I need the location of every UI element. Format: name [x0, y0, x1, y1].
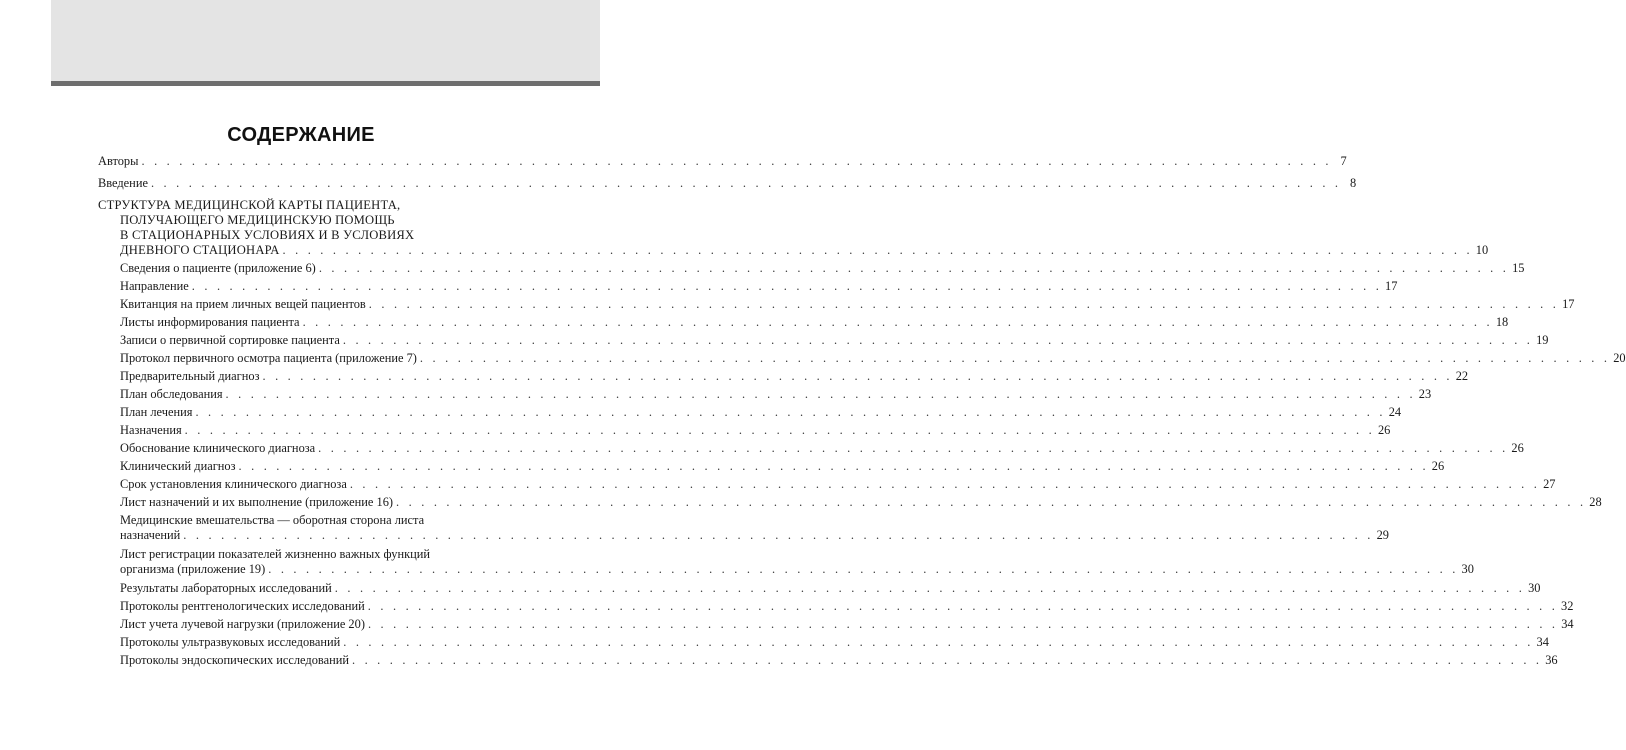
toc-entry-introduction[interactable]	[98, 176, 1357, 191]
toc-entry-text: Клинический диагноз	[120, 459, 236, 473]
section-line: ПОЛУЧАЮЩЕГО МЕДИЦИНСКУЮ ПОМОЩЬ	[120, 213, 395, 227]
header-rule	[51, 81, 600, 86]
toc-entry-text: Лист регистрации показателей жизненно важных функций	[120, 547, 430, 561]
toc-page-number: 15	[1512, 261, 1525, 275]
toc-subentry[interactable]	[98, 333, 1549, 348]
toc-page-number: 34	[1536, 635, 1549, 649]
header-band	[51, 0, 600, 86]
toc-entry-text: Сведения о пациенте (приложение 6)	[120, 261, 316, 275]
dot-leader	[318, 441, 1508, 456]
toc-entry-text: Лист назначений и их выполнение (приложение 16)	[120, 495, 394, 509]
dot-leader	[195, 405, 1385, 420]
dot-leader	[183, 528, 1373, 543]
toc-entry-text: Протокол первичного осмотра пациента (приложение 7)	[120, 351, 417, 365]
toc-entry-text: План лечения	[120, 405, 193, 419]
dot-leader	[343, 635, 1533, 650]
dot-leader	[239, 459, 1429, 474]
dot-leader	[262, 369, 1452, 384]
toc-entry-multiline-b[interactable]	[98, 547, 1474, 577]
dot-leader	[226, 387, 1416, 402]
toc-page-number: 26	[1511, 441, 1524, 455]
toc-subentry[interactable]	[98, 617, 1574, 632]
toc-entry-text: Листы информирования пациента	[120, 315, 300, 329]
toc-page-number: 20	[1613, 351, 1626, 365]
toc-subentry[interactable]	[98, 653, 1558, 668]
toc-entry-text: Назначения	[120, 423, 182, 437]
toc-page-number: 10	[1475, 243, 1489, 257]
toc-page-number: 28	[1589, 495, 1602, 509]
dot-leader	[369, 297, 1559, 312]
section-line: СТРУКТУРА МЕДИЦИНСКОЙ КАРТЫ ПАЦИЕНТА,	[98, 198, 401, 212]
toc-entry-text: Срок установления клинического диагноза	[120, 477, 347, 491]
toc-subentry[interactable]	[98, 459, 1445, 474]
toc-page-number: 7	[1340, 154, 1347, 168]
dot-leader	[192, 279, 1382, 294]
dot-leader	[185, 423, 1375, 438]
toc-page-number: 30	[1528, 581, 1541, 595]
toc-page-number: 27	[1543, 477, 1556, 491]
toc-page-number: 34	[1561, 617, 1574, 631]
dot-leader	[141, 154, 1331, 169]
toc-page-number: 23	[1418, 387, 1432, 401]
toc-entry-text: Обоснование клинического диагноза	[120, 441, 316, 455]
toc-entry-text: Протоколы ультразвуковых исследований	[120, 635, 341, 649]
toc-entry-text: Введение	[98, 176, 148, 190]
toc-page-number: 32	[1561, 599, 1574, 613]
toc-entry-text: Записи о первичной сортировке пациента	[120, 333, 340, 347]
toc-entry-text: Результаты лабораторных исследований	[120, 581, 332, 595]
table-of-contents	[98, 154, 1626, 668]
dot-leader	[303, 315, 1493, 330]
toc-entry-text: Квитанция на прием личных вещей пациентов	[120, 297, 366, 311]
toc-subentry[interactable]	[98, 581, 1541, 596]
toc-entry-text: План обследования	[120, 387, 223, 401]
toc-page-number: 26	[1431, 459, 1445, 473]
dot-leader	[319, 261, 1509, 276]
toc-entry-text: Направление	[120, 279, 189, 293]
toc-subentry[interactable]	[98, 351, 1626, 366]
toc-subentry[interactable]	[98, 369, 1469, 384]
toc-entry-text: Медицинские вмешательства — оборотная сторона листа	[120, 513, 425, 527]
toc-subentry[interactable]	[98, 495, 1602, 510]
toc-page-number: 22	[1455, 369, 1469, 383]
section-last-line	[98, 243, 1489, 258]
dot-leader	[335, 581, 1525, 596]
toc-entry-text: организма (приложение 19)	[120, 562, 266, 576]
toc-page-number: 17	[1562, 297, 1575, 311]
toc-entry-text: Предварительный диагноз	[120, 369, 260, 383]
toc-page-number: 18	[1495, 315, 1509, 329]
toc-subentry[interactable]	[98, 405, 1402, 420]
section-line: ДНЕВНОГО СТАЦИОНАРА	[120, 243, 280, 257]
toc-entry-text: Лист учета лучевой нагрузки (приложение 20)	[120, 617, 365, 631]
dot-leader	[396, 495, 1586, 510]
toc-subentry[interactable]	[98, 635, 1549, 650]
toc-subentry[interactable]	[98, 477, 1556, 492]
toc-subentry[interactable]	[98, 423, 1391, 438]
dot-leader	[350, 477, 1540, 492]
toc-subentry[interactable]	[98, 599, 1574, 614]
dot-leader	[283, 243, 1473, 258]
toc-section-heading[interactable]	[98, 198, 1489, 258]
dot-leader	[151, 176, 1341, 191]
toc-page-number: 24	[1388, 405, 1402, 419]
toc-page-number: 8	[1350, 176, 1357, 190]
toc-subentry[interactable]	[98, 297, 1575, 312]
toc-page-number: 29	[1376, 528, 1389, 542]
toc-subentry[interactable]	[98, 315, 1509, 330]
dot-leader	[352, 653, 1542, 668]
toc-page-number: 19	[1536, 333, 1549, 347]
toc-entry-text: Протоколы эндоскопических исследований	[120, 653, 349, 667]
dot-leader	[268, 562, 1458, 577]
toc-entry-text: назначений	[120, 528, 181, 542]
toc-subentry[interactable]	[98, 387, 1432, 402]
toc-entry-authors[interactable]	[98, 154, 1347, 169]
page-title: СОДЕРЖАНИЕ	[227, 124, 375, 146]
toc-subentry[interactable]	[98, 261, 1525, 276]
toc-entry-multiline-a[interactable]	[98, 513, 1389, 543]
dot-leader	[343, 333, 1533, 348]
toc-page-number: 30	[1461, 562, 1474, 576]
toc-page-number: 36	[1545, 653, 1558, 667]
toc-subentry[interactable]	[98, 279, 1398, 294]
toc-entry-text: Авторы	[98, 154, 139, 168]
dot-leader	[420, 351, 1610, 366]
dot-leader	[368, 599, 1558, 614]
toc-subentry[interactable]	[98, 441, 1524, 456]
dot-leader	[368, 617, 1558, 632]
toc-page-number: 26	[1377, 423, 1391, 437]
toc-page-number: 17	[1385, 279, 1398, 293]
toc-entry-text: Протоколы рентгенологических исследований	[120, 599, 365, 613]
section-line: В СТАЦИОНАРНЫХ УСЛОВИЯХ И В УСЛОВИЯХ	[120, 228, 415, 242]
